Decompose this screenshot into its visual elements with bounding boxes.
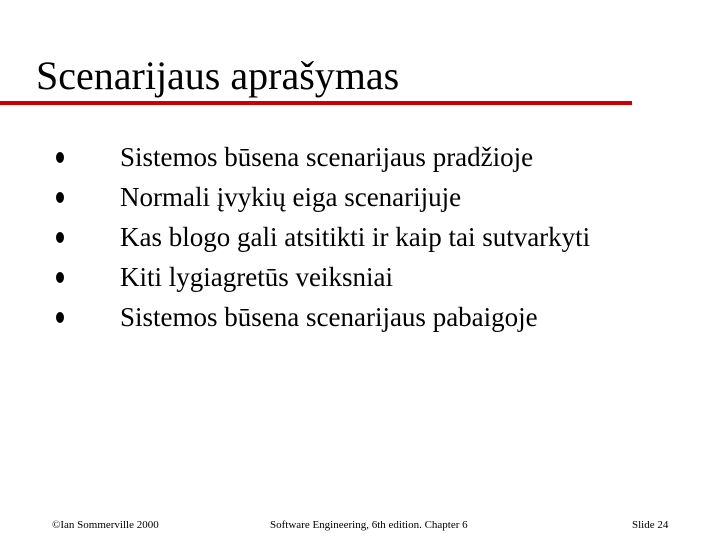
list-item [56,177,590,217]
bullet-icon [56,192,64,203]
bullet-text: Sistemos būsena scenarijaus pradžioje [120,142,534,172]
list-item [56,137,590,177]
footer-slide-number: Slide 24 [632,519,669,531]
bullet-icon [56,312,64,323]
bullet-icon [56,152,64,163]
bullet-text: Normali įvykių eiga scenarijuje [120,182,462,212]
bullet-text: Kas blogo gali atsitikti ir kaip tai sutvarkyti [120,222,591,252]
bullet-text: Kiti lygiagretūs veiksniai [120,262,393,292]
bullet-icon [56,232,64,243]
footer-copyright: ©Ian Sommerville 2000 [52,519,159,531]
list-item [56,297,590,337]
list-item [56,257,590,297]
slide-title: Scenarijaus aprašymas [36,53,400,98]
footer-book-title: Software Engineering, 6th edition. Chapter 6 [270,519,468,531]
title-underline [0,101,632,105]
list-item [56,217,590,257]
bullet-text: Sistemos būsena scenarijaus pabaigoje [120,302,538,332]
bullet-list [56,137,590,337]
bullet-icon [56,272,64,283]
